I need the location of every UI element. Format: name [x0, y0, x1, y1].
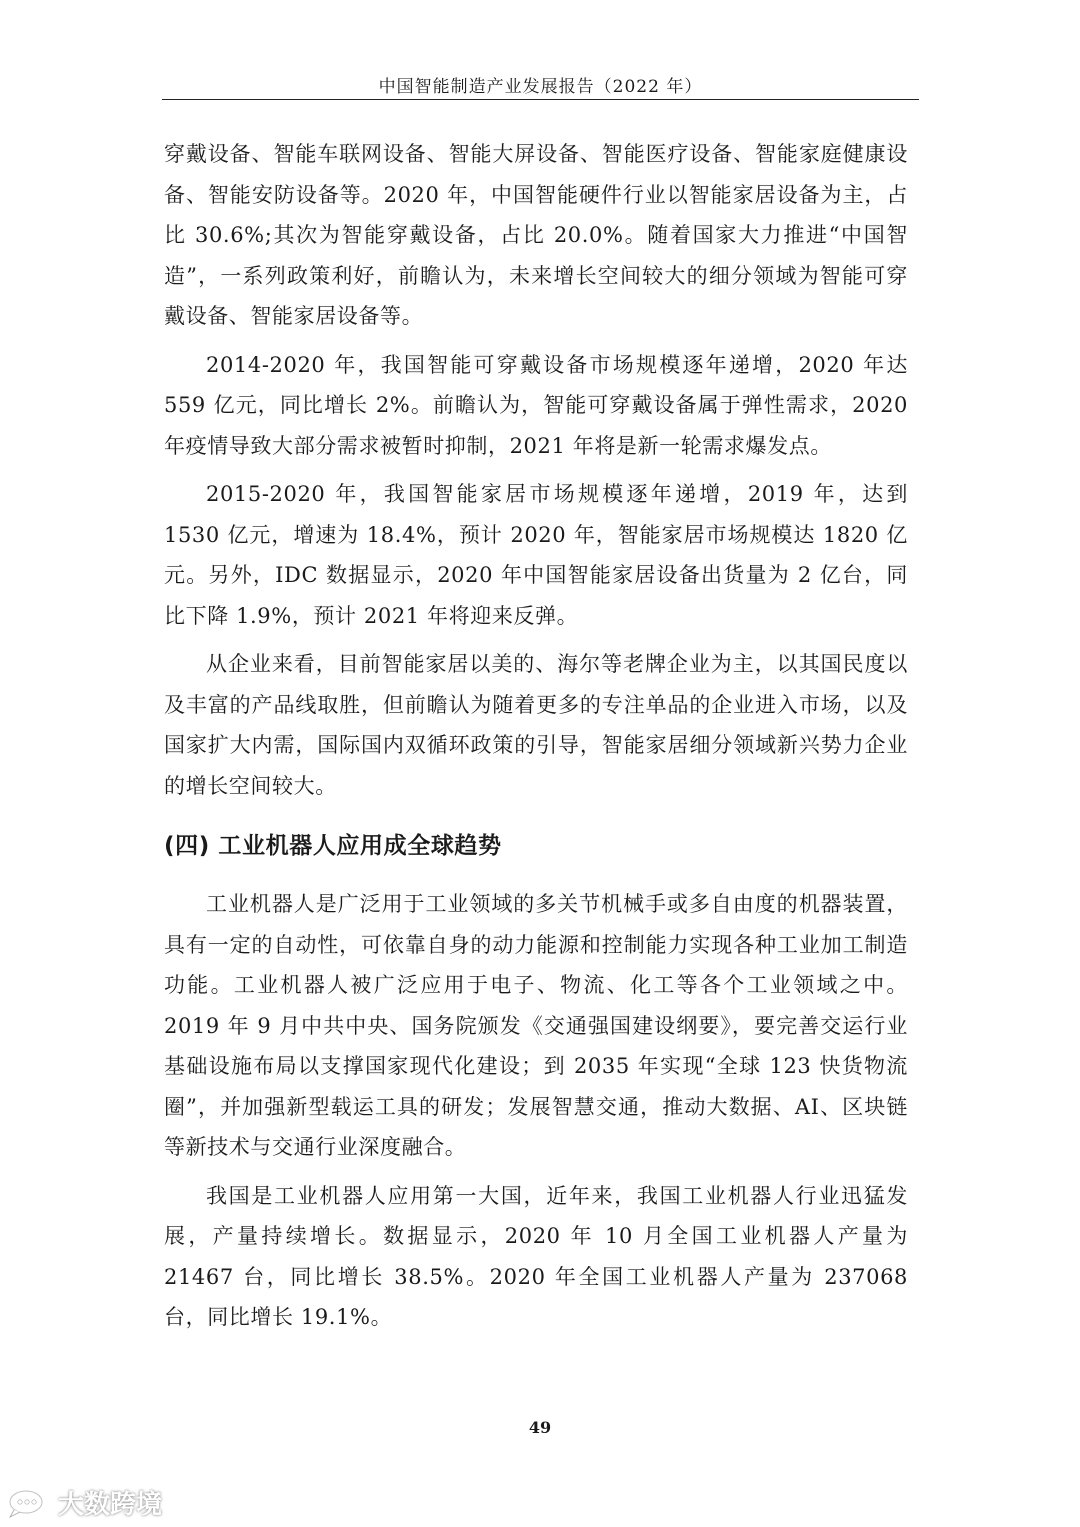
paragraph-continued: 穿戴设备、智能车联网设备、智能大屏设备、智能医疗设备、智能家庭健康设备、智能安防设备等。2020 年，中国智能硬件行业以智能家居设备为主，占比 30.6%;其次为智能穿戴设备，占比 20.0%。随着国家大力推进“中国智造”，一系列政策利好，前瞻认为，未来增长空间较大的细分领域为智能可穿戴设备、智能家居设备等。	[164, 142, 908, 328]
running-header: 中国智能制造产业发展报告（2022 年）	[378, 77, 703, 97]
section-heading: (四) 工业机器人应用成全球趋势	[164, 833, 502, 859]
header-rule	[162, 99, 919, 100]
body-text	[164, 134, 908, 1346]
paragraph: 2014-2020 年，我国智能可穿戴设备市场规模逐年递增，2020 年达 559 亿元，同比增长 2%。前瞻认为，智能可穿戴设备属于弹性需求，2020 年疫情导致大部分需求被暂时抑制，2021 年将是新一轮需求爆发点。	[164, 352, 908, 458]
paragraph: 从企业来看，目前智能家居以美的、海尔等老牌企业为主，以其国民度以及丰富的产品线取胜，但前瞻认为随着更多的专注单品的企业进入市场，以及国家扩大内需，国际国内双循环政策的引导，智能家居细分领域新兴势力企业的增长空间较大。	[164, 652, 908, 798]
paragraph: 工业机器人是广泛用于工业领域的多关节机械手或多自由度的机器装置，具有一定的自动性，可依靠自身的动力能源和控制能力实现各种工业加工制造功能。工业机器人被广泛应用于电子、物流、化工等各个工业领域之中。2019 年 9 月中共中央、国务院颁发《交通强国建设纲要》，要完善交运行业基础设施布局以支撑国家现代化建设；到 2035 年实现“全球 123 快货物流圈”，并加强新型载运工具的研发；发展智慧交通，推动大数据、AI、区块链等新技术与交通行业深度融合。	[164, 892, 908, 1159]
paragraph: 我国是工业机器人应用第一大国，近年来，我国工业机器人行业迅猛发展，产量持续增长。数据显示，2020 年 10 月全国工业机器人产量为 21467 台，同比增长 38.5%。2020 年全国工业机器人产量为 237068 台，同比增长 19.1%。	[164, 1183, 908, 1329]
watermark	[6, 1484, 162, 1521]
page-number: 49	[528, 1418, 552, 1437]
watermark-text: 大数跨境	[58, 1490, 163, 1520]
paragraph: 2015-2020 年，我国智能家居市场规模逐年递增，2019 年，达到 1530 亿元，增速为 18.4%，预计 2020 年，智能家居市场规模达 1820 亿元。另外，IDC 数据显示，2020 年中国智能家居设备出货量为 2 亿台，同比下降 1.9%，预计 2021 年将迎来反弹。	[164, 482, 908, 628]
chat-bubble-logo-icon	[6, 1488, 52, 1518]
